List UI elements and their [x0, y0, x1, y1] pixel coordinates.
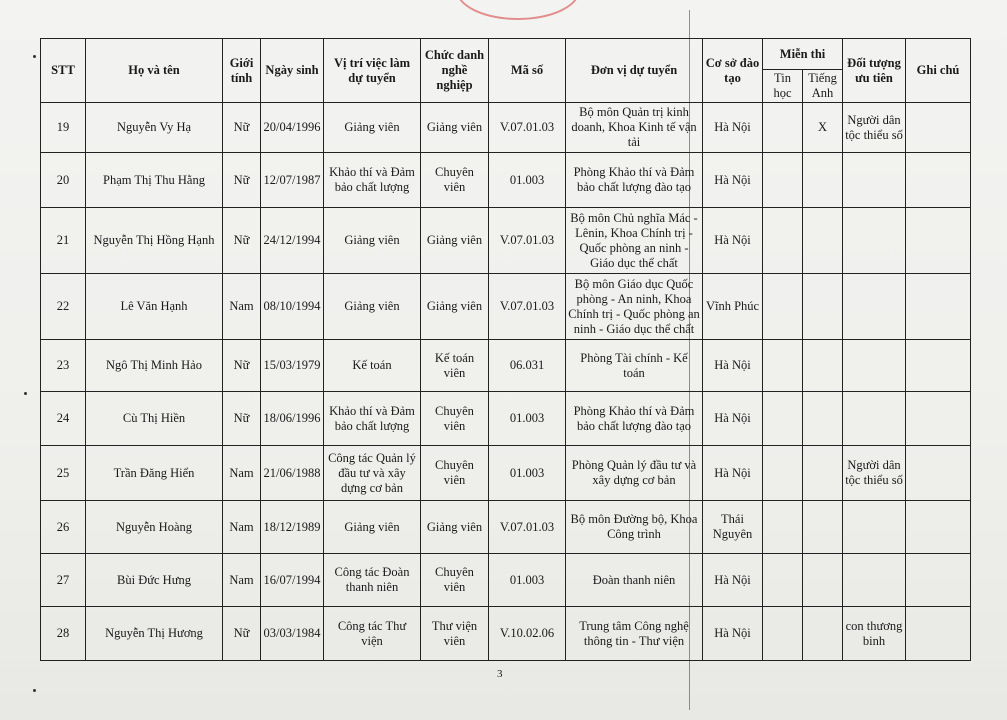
row-gender: Nữ	[223, 103, 261, 153]
row-dob: 12/07/1987	[261, 153, 324, 208]
row-dob: 15/03/1979	[261, 340, 324, 392]
row-unit: Đoàn thanh niên	[566, 554, 703, 607]
table-row	[41, 274, 971, 340]
row-priority	[843, 340, 906, 392]
row-note	[906, 501, 971, 554]
row-note	[906, 554, 971, 607]
row-priority	[843, 392, 906, 446]
row-exempt-en	[803, 340, 843, 392]
row-position: Khảo thí và Đảm bảo chất lượng	[324, 153, 421, 208]
row-dob: 18/12/1989	[261, 501, 324, 554]
row-name: Lê Văn Hạnh	[86, 274, 223, 340]
row-unit: Phòng Tài chính - Kế toán	[566, 340, 703, 392]
row-code: V.07.01.03	[489, 103, 566, 153]
row-title: Giảng viên	[421, 501, 489, 554]
row-name: Trần Đăng Hiển	[86, 446, 223, 501]
row-stt: 22	[41, 274, 86, 340]
row-code: V.07.01.03	[489, 274, 566, 340]
row-exempt-it	[763, 153, 803, 208]
row-dob: 03/03/1984	[261, 607, 324, 661]
row-gender: Nữ	[223, 208, 261, 274]
row-stt: 28	[41, 607, 86, 661]
row-campus: Hà Nội	[703, 607, 763, 661]
row-exempt-it	[763, 554, 803, 607]
row-priority	[843, 208, 906, 274]
row-stt: 19	[41, 103, 86, 153]
row-campus: Hà Nội	[703, 153, 763, 208]
table-row	[41, 340, 971, 392]
header-title: Chức danh nghề nghiệp	[421, 39, 489, 103]
row-note	[906, 274, 971, 340]
row-stt: 27	[41, 554, 86, 607]
row-position: Khảo thí và Đảm bảo chất lượng	[324, 392, 421, 446]
row-note	[906, 340, 971, 392]
row-campus: Hà Nội	[703, 103, 763, 153]
table-row	[41, 607, 971, 661]
row-exempt-it	[763, 274, 803, 340]
row-dob: 16/07/1994	[261, 554, 324, 607]
page-number: 3	[497, 668, 503, 680]
row-code: 01.003	[489, 153, 566, 208]
header-position: Vị trí việc làm dự tuyển	[324, 39, 421, 103]
header-dob: Ngày sinh	[261, 39, 324, 103]
row-title: Giảng viên	[421, 103, 489, 153]
row-code: 01.003	[489, 554, 566, 607]
row-name: Nguyễn Vy Hạ	[86, 103, 223, 153]
table-row	[41, 446, 971, 501]
row-exempt-it	[763, 208, 803, 274]
row-position: Công tác Đoàn thanh niên	[324, 554, 421, 607]
row-title: Thư viện viên	[421, 607, 489, 661]
row-priority: con thương binh	[843, 607, 906, 661]
table-row	[41, 103, 971, 153]
row-exempt-it	[763, 340, 803, 392]
row-gender: Nữ	[223, 392, 261, 446]
row-unit: Bộ môn Giáo dục Quốc phòng - An ninh, Khoa Chính trị - Quốc phòng an ninh - Giáo dục thể chất	[566, 274, 703, 340]
row-unit: Trung tâm Công nghệ thông tin - Thư viện	[566, 607, 703, 661]
row-dob: 24/12/1994	[261, 208, 324, 274]
row-note	[906, 446, 971, 501]
red-seal-stamp	[448, 0, 578, 20]
row-stt: 25	[41, 446, 86, 501]
row-exempt-en	[803, 153, 843, 208]
row-priority: Người dân tộc thiểu số	[843, 446, 906, 501]
row-note	[906, 208, 971, 274]
row-unit: Phòng Khảo thí và Đảm bảo chất lượng đào tạo	[566, 392, 703, 446]
header-gender: Giới tính	[223, 39, 261, 103]
row-title: Chuyên viên	[421, 554, 489, 607]
table-row	[41, 153, 971, 208]
row-name: Phạm Thị Thu Hằng	[86, 153, 223, 208]
header-code: Mã số	[489, 39, 566, 103]
header-unit: Đơn vị dự tuyển	[566, 39, 703, 103]
row-unit: Bộ môn Đường bộ, Khoa Công trình	[566, 501, 703, 554]
row-gender: Nữ	[223, 607, 261, 661]
row-title: Chuyên viên	[421, 446, 489, 501]
row-exempt-en	[803, 501, 843, 554]
row-title: Giảng viên	[421, 208, 489, 274]
row-gender: Nam	[223, 446, 261, 501]
row-position: Kế toán	[324, 340, 421, 392]
row-unit: Bộ môn Chủ nghĩa Mác - Lênin, Khoa Chính trị - Quốc phòng an ninh - Giáo dục thể chất	[566, 208, 703, 274]
row-exempt-en	[803, 446, 843, 501]
header-exempt: Miễn thi	[763, 39, 843, 70]
row-position: Công tác Quản lý đầu tư và xây dựng cơ bản	[324, 446, 421, 501]
seal-ring	[456, 0, 578, 20]
row-stt: 20	[41, 153, 86, 208]
row-campus: Hà Nội	[703, 392, 763, 446]
row-campus: Hà Nội	[703, 208, 763, 274]
row-priority	[843, 153, 906, 208]
row-title: Chuyên viên	[421, 153, 489, 208]
row-code: V.10.02.06	[489, 607, 566, 661]
row-name: Nguyễn Thị Hồng Hạnh	[86, 208, 223, 274]
row-name: Nguyễn Thị Hương	[86, 607, 223, 661]
row-gender: Nam	[223, 501, 261, 554]
table-row	[41, 208, 971, 274]
table-row	[41, 501, 971, 554]
row-exempt-it	[763, 392, 803, 446]
row-unit: Phòng Khảo thí và Đảm bảo chất lượng đào tạo	[566, 153, 703, 208]
row-stt: 21	[41, 208, 86, 274]
speck	[24, 392, 27, 395]
row-position: Giảng viên	[324, 208, 421, 274]
row-priority: Người dân tộc thiểu số	[843, 103, 906, 153]
row-campus: Hà Nội	[703, 340, 763, 392]
row-note	[906, 607, 971, 661]
row-stt: 26	[41, 501, 86, 554]
row-stt: 24	[41, 392, 86, 446]
row-name: Nguyễn Hoàng	[86, 501, 223, 554]
row-gender: Nữ	[223, 153, 261, 208]
row-stt: 23	[41, 340, 86, 392]
table-row	[41, 554, 971, 607]
row-campus: Hà Nội	[703, 446, 763, 501]
row-exempt-it	[763, 446, 803, 501]
row-code: 01.003	[489, 446, 566, 501]
row-code: V.07.01.03	[489, 208, 566, 274]
header-exempt-en: Tiếng Anh	[803, 70, 843, 103]
row-exempt-en	[803, 554, 843, 607]
header-priority: Đối tượng ưu tiên	[843, 39, 906, 103]
row-exempt-it	[763, 501, 803, 554]
header-name: Họ và tên	[86, 39, 223, 103]
header-note: Ghi chú	[906, 39, 971, 103]
row-name: Cù Thị Hiền	[86, 392, 223, 446]
row-priority	[843, 274, 906, 340]
row-unit: Phòng Quản lý đầu tư và xây dựng cơ bản	[566, 446, 703, 501]
row-exempt-en: X	[803, 103, 843, 153]
row-priority	[843, 501, 906, 554]
candidate-table	[40, 38, 971, 661]
row-exempt-en	[803, 208, 843, 274]
row-exempt-en	[803, 274, 843, 340]
row-position: Giảng viên	[324, 103, 421, 153]
table-row	[41, 392, 971, 446]
row-dob: 18/06/1996	[261, 392, 324, 446]
row-position: Giảng viên	[324, 501, 421, 554]
row-gender: Nam	[223, 554, 261, 607]
row-exempt-en	[803, 392, 843, 446]
row-code: 06.031	[489, 340, 566, 392]
row-campus: Thái Nguyên	[703, 501, 763, 554]
row-note	[906, 153, 971, 208]
row-dob: 08/10/1994	[261, 274, 324, 340]
row-note	[906, 103, 971, 153]
row-campus: Vĩnh Phúc	[703, 274, 763, 340]
row-position: Giảng viên	[324, 274, 421, 340]
row-dob: 20/04/1996	[261, 103, 324, 153]
row-gender: Nam	[223, 274, 261, 340]
row-unit: Bộ môn Quản trị kinh doanh, Khoa Kinh tế vận tải	[566, 103, 703, 153]
speck	[33, 689, 36, 692]
row-title: Kế toán viên	[421, 340, 489, 392]
row-gender: Nữ	[223, 340, 261, 392]
row-position: Công tác Thư viện	[324, 607, 421, 661]
row-exempt-it	[763, 103, 803, 153]
row-note	[906, 392, 971, 446]
row-code: 01.003	[489, 392, 566, 446]
row-name: Bùi Đức Hưng	[86, 554, 223, 607]
header-exempt-it: Tin học	[763, 70, 803, 103]
header-campus: Cơ sở đào tạo	[703, 39, 763, 103]
header-stt: STT	[41, 39, 86, 103]
row-exempt-it	[763, 607, 803, 661]
row-exempt-en	[803, 607, 843, 661]
row-campus: Hà Nội	[703, 554, 763, 607]
row-dob: 21/06/1988	[261, 446, 324, 501]
row-title: Giảng viên	[421, 274, 489, 340]
row-priority	[843, 554, 906, 607]
row-code: V.07.01.03	[489, 501, 566, 554]
row-title: Chuyên viên	[421, 392, 489, 446]
row-name: Ngô Thị Minh Hảo	[86, 340, 223, 392]
speck	[33, 55, 36, 58]
